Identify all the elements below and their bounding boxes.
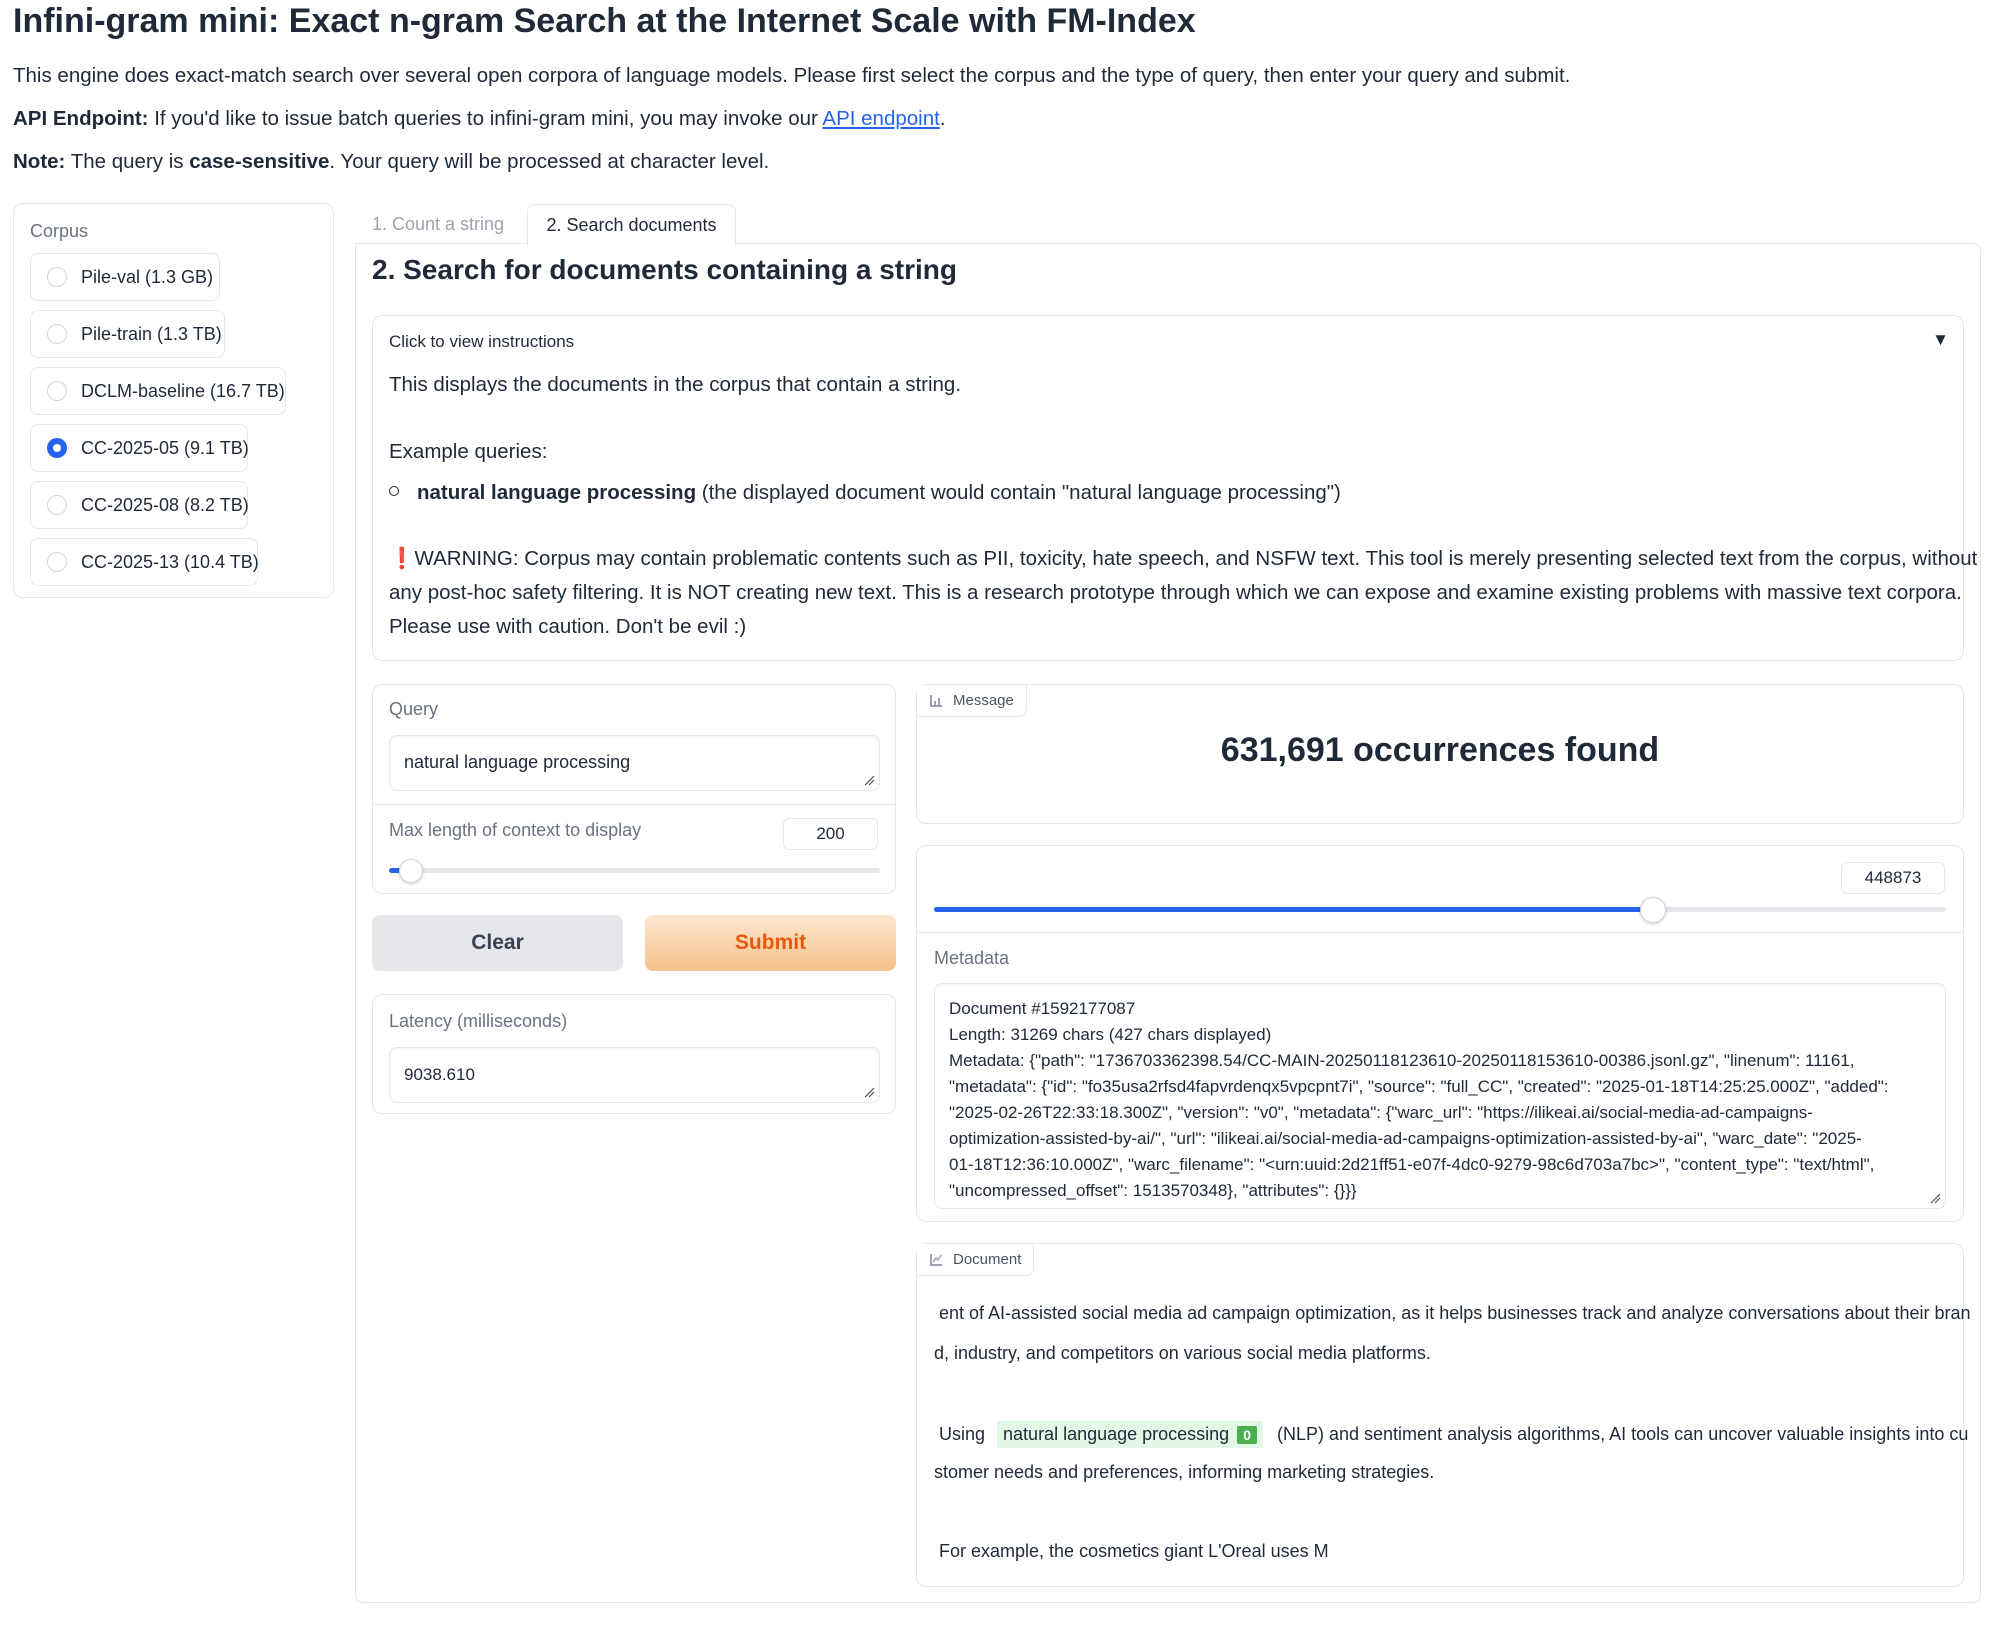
document-slider-fill bbox=[934, 907, 1653, 912]
metadata-line: optimization-assisted-by-ai/", "url": "ilikeai.ai/social-media-ad-campaigns-optimization-assisted-by-ai", "warc_date": "2025- bbox=[949, 1129, 1862, 1148]
api-endpoint-period: . bbox=[939, 107, 946, 130]
intro-text: This engine does exact-match search over several open corpora of language models. Please first select the corpus and the type of query, then enter your query and submit. bbox=[13, 64, 1571, 87]
example-item bbox=[389, 481, 1341, 505]
highlighted-match-text: natural language processing bbox=[1003, 1424, 1230, 1444]
latency-value: 9038.610 bbox=[404, 1065, 475, 1084]
resize-handle-icon[interactable] bbox=[863, 1086, 875, 1098]
document-line-4: stomer needs and preferences, informing marketing strategies. bbox=[934, 1462, 1435, 1482]
query-input[interactable] bbox=[389, 735, 880, 791]
match-badge: 0 bbox=[1237, 1426, 1257, 1444]
chart-icon bbox=[929, 694, 943, 708]
latency-panel bbox=[372, 994, 896, 1114]
message-panel bbox=[916, 684, 1964, 824]
resize-handle-icon[interactable] bbox=[1929, 1192, 1941, 1204]
document-panel bbox=[916, 1243, 1971, 1587]
metadata-line: "2025-02-26T22:33:18.300Z", "version": "v0", "metadata": {"warc_url": "https://ilikeai.ai/social-media-ad-campaigns- bbox=[949, 1103, 1813, 1122]
document-line-3 bbox=[939, 1421, 1968, 1448]
max-length-slider-track[interactable] bbox=[389, 868, 880, 873]
corpus-option[interactable] bbox=[30, 310, 225, 358]
latency-output[interactable] bbox=[389, 1047, 880, 1103]
submit-button[interactable]: Submit bbox=[645, 915, 896, 971]
warning-line-2: any post-hoc safety filtering. It is NOT creating new text. This is a research prototype through which we can expose and examine existing problems with massive text corpora. bbox=[389, 581, 1962, 604]
api-endpoint-label: API Endpoint: bbox=[13, 107, 149, 130]
corpus-option-label: Pile-train (1.3 TB) bbox=[81, 323, 222, 344]
document-chip-label: Document bbox=[953, 1251, 1022, 1268]
corpus-option[interactable] bbox=[30, 538, 258, 586]
instructions-accordion bbox=[372, 315, 1978, 661]
corpus-panel bbox=[13, 203, 334, 598]
corpus-option-label: CC-2025-08 (8.2 TB) bbox=[81, 494, 249, 515]
corpus-option[interactable] bbox=[30, 253, 220, 301]
note-text: The query is bbox=[65, 150, 190, 173]
instructions-toggle[interactable]: Click to view instructions bbox=[389, 332, 575, 351]
document-index-input[interactable]: 448873 bbox=[1841, 862, 1945, 894]
instructions-description: This displays the documents in the corpus that contain a string. bbox=[389, 373, 962, 396]
warning-text-1: WARNING: Corpus may contain problematic contents such as PII, toxicity, hate speech, and NSFW text. This tool is merely presenting selected text from the corpus, without bbox=[414, 547, 1978, 570]
api-endpoint-link[interactable]: API endpoint bbox=[822, 107, 940, 130]
corpus-option[interactable] bbox=[30, 424, 248, 472]
radio-selected-icon[interactable] bbox=[47, 438, 67, 458]
warning-line-1 bbox=[389, 547, 1977, 571]
tab-search-documents[interactable]: 2. Search documents bbox=[527, 204, 736, 246]
note-label: Note: bbox=[13, 150, 66, 173]
radio-unselected-icon[interactable] bbox=[47, 381, 67, 401]
document-slider-thumb[interactable] bbox=[1640, 897, 1666, 923]
query-panel bbox=[372, 684, 896, 894]
metadata-label: Metadata bbox=[934, 948, 1010, 968]
query-input-value: natural language processing bbox=[404, 752, 631, 772]
corpus-option[interactable] bbox=[30, 481, 248, 529]
radio-unselected-icon[interactable] bbox=[47, 495, 67, 515]
document-text-pre: Using bbox=[939, 1424, 986, 1444]
metadata-line: Metadata: {"path": "1736703362398.54/CC-MAIN-20250118123610-20250118153610-00386.jsonl.gz", "linenum": 11161, bbox=[949, 1051, 1855, 1070]
radio-unselected-icon[interactable] bbox=[47, 324, 67, 344]
example-explanation: (the displayed document would contain "natural language processing") bbox=[696, 481, 1341, 504]
note-text-end: . Your query will be processed at character level. bbox=[329, 150, 770, 173]
document-line-2: d, industry, and competitors on various social media platforms. bbox=[934, 1343, 1431, 1363]
document-line-5: For example, the cosmetics giant L'Oreal uses M bbox=[939, 1541, 1329, 1561]
divider bbox=[373, 804, 895, 805]
page-title: Infini-gram mini: Exact n-gram Search at the Internet Scale with FM-Index bbox=[13, 2, 1196, 40]
radio-unselected-icon[interactable] bbox=[47, 267, 67, 287]
note-line bbox=[13, 150, 769, 174]
note-case-sensitive: case-sensitive bbox=[189, 150, 330, 173]
tab-count-string[interactable]: 1. Count a string bbox=[371, 213, 505, 234]
metadata-line: Document #1592177087 bbox=[949, 999, 1136, 1018]
resize-handle-icon[interactable] bbox=[863, 774, 875, 786]
document-line-1: ent of AI-assisted social media ad campaign optimization, as it helps businesses track and analyze conversations about their bran bbox=[939, 1303, 1971, 1323]
message-text: 631,691 occurrences found bbox=[1220, 731, 1660, 769]
radio-unselected-icon[interactable] bbox=[47, 552, 67, 572]
message-chip bbox=[917, 685, 1027, 717]
max-length-number-input[interactable]: 200 bbox=[783, 818, 878, 850]
example-heading: Example queries: bbox=[389, 440, 548, 463]
latency-label: Latency (milliseconds) bbox=[389, 1011, 568, 1031]
corpus-option-label: Pile-val (1.3 GB) bbox=[81, 266, 214, 287]
corpus-option[interactable] bbox=[30, 367, 286, 415]
max-length-slider-thumb[interactable] bbox=[399, 859, 423, 883]
warning-icon: ❗ bbox=[389, 547, 415, 570]
metadata-line: "metadata": {"id": "fo35usa2rfsd4fapvrdenqx5vpcpnt7i", "source": "full_CC", "created": "2025-01-18T14:25:25.000Z", "added": bbox=[949, 1077, 1889, 1096]
api-endpoint-line bbox=[13, 107, 946, 131]
toggle-arrow-icon[interactable]: ▼ bbox=[1932, 330, 1949, 349]
metadata-line: 01-18T12:36:10.000Z", "warc_filename": "<urn:uuid:2d21ff51-e07f-4dc0-9279-98c6d703a7bc>", "content_type": "text/html", bbox=[949, 1155, 1875, 1174]
query-label: Query bbox=[389, 699, 439, 719]
corpus-option-label: CC-2025-13 (10.4 TB) bbox=[81, 551, 259, 572]
corpus-option-label: DCLM-baseline (16.7 TB) bbox=[81, 380, 285, 401]
metadata-line: Length: 31269 chars (427 chars displayed) bbox=[949, 1025, 1272, 1044]
corpus-label: Corpus bbox=[30, 221, 89, 241]
example-query: natural language processing bbox=[417, 481, 697, 504]
metadata-line: "uncompressed_offset": 1513570348}, "attributes": {}}} bbox=[949, 1181, 1357, 1200]
max-length-label: Max length of context to display bbox=[389, 820, 642, 840]
document-chip bbox=[917, 1244, 1034, 1276]
message-chip-label: Message bbox=[953, 692, 1014, 709]
document-selector-panel bbox=[916, 845, 1964, 1222]
list-bullet-icon bbox=[389, 486, 399, 496]
metadata-output[interactable] bbox=[934, 983, 1946, 1209]
document-text-post: (NLP) and sentiment analysis algorithms, AI tools can uncover valuable insights into cu bbox=[1277, 1424, 1969, 1444]
api-endpoint-text: If you'd like to issue batch queries to infini-gram mini, you may invoke our bbox=[148, 107, 823, 130]
corpus-option-label: CC-2025-05 (9.1 TB) bbox=[81, 437, 249, 458]
warning-line-3: Please use with caution. Don't be evil :) bbox=[389, 615, 747, 638]
highlighted-match bbox=[997, 1421, 1263, 1448]
document-slider-track[interactable] bbox=[934, 907, 1946, 912]
section-title: 2. Search for documents containing a string bbox=[372, 254, 957, 285]
divider bbox=[917, 932, 1963, 933]
document-icon bbox=[929, 1253, 943, 1267]
clear-button[interactable]: Clear bbox=[372, 915, 623, 971]
